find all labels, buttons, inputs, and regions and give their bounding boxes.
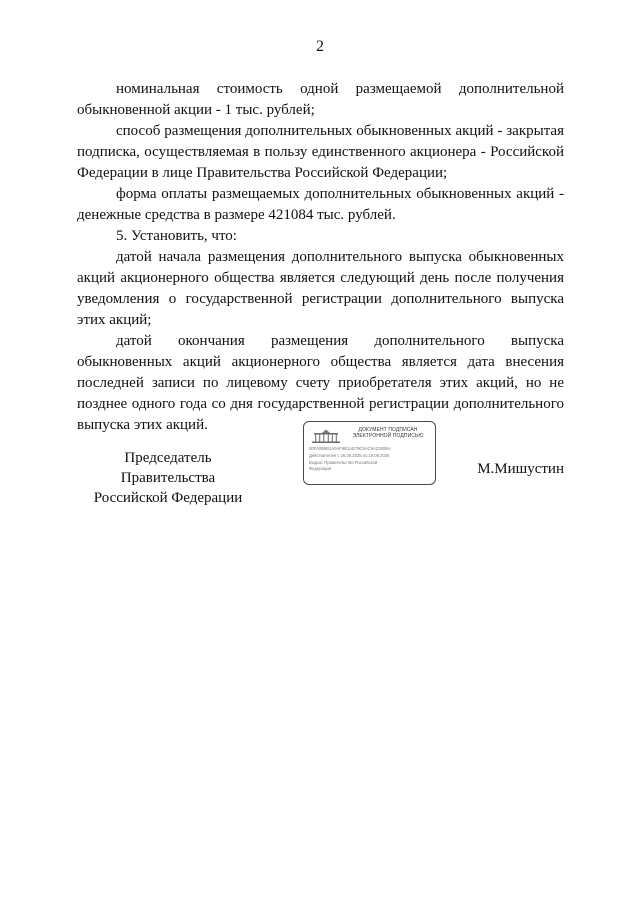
stamp-title [344, 427, 432, 439]
signatory-position-line-1: Председатель Правительства [120, 450, 216, 486]
paragraph-placement-end: датой окончания размещения дополнительного выпуска обыкновенных акций акционерного общества является дата внесения последней записи по лицевому счету приобретателя этих акций, но не позднее одного года со дня государственной регистрации дополнительного выпуска этих акций. [77, 333, 564, 433]
stamp-title-line-2: ЭЛЕКТРОННОЙ ПОДПИСЬЮ [352, 433, 424, 439]
paragraph-clause-5: 5. Установить, что: [116, 228, 237, 244]
stamp-issuer-line-1: Выдан: Правительство Российской [309, 459, 378, 465]
electronic-signature-stamp [303, 421, 436, 485]
signatory-position-line-2: Российской Федерации [93, 490, 243, 506]
paragraph-placement-method: способ размещения дополнительных обыкновенных акций - закрытая подписка, осуществляемая в пользу единственного акционера - Российской Федерации в лице Правительства Российской Федерации; [77, 123, 564, 181]
stamp-validity: Действителен с 26.06.2025 по 19.09.2026 [309, 452, 390, 458]
signatory-name: М.Мишустин [477, 461, 564, 477]
paragraph-placement-start: датой начала размещения дополнительного выпуска обыкновенных акций акционерного общества является следующий день после получения уведомления о государственной регистрации дополнительного выпуска этих акций; [77, 249, 564, 328]
government-building-emblem-icon [312, 429, 340, 443]
stamp-issuer-line-2: Федерации [309, 466, 331, 472]
signatory-position [77, 448, 259, 508]
stamp-details [309, 446, 433, 473]
stamp-certificate-number: 00FA0B6B1A0AF9B1AE79C8AC9A2280BA [309, 446, 391, 451]
page-number: 2 [316, 38, 324, 55]
document-body [77, 79, 564, 436]
paragraph-nominal-value: номинальная стоимость одной размещаемой дополнительной обыкновенной акции - 1 тыс. рублей; [77, 81, 564, 118]
stamp-title-line-1: ДОКУМЕНТ ПОДПИСАН [358, 427, 418, 433]
paragraph-payment-form: форма оплаты размещаемых дополнительных обыкновенных акций - денежные средства в размере 421084 тыс. рублей. [77, 186, 564, 223]
